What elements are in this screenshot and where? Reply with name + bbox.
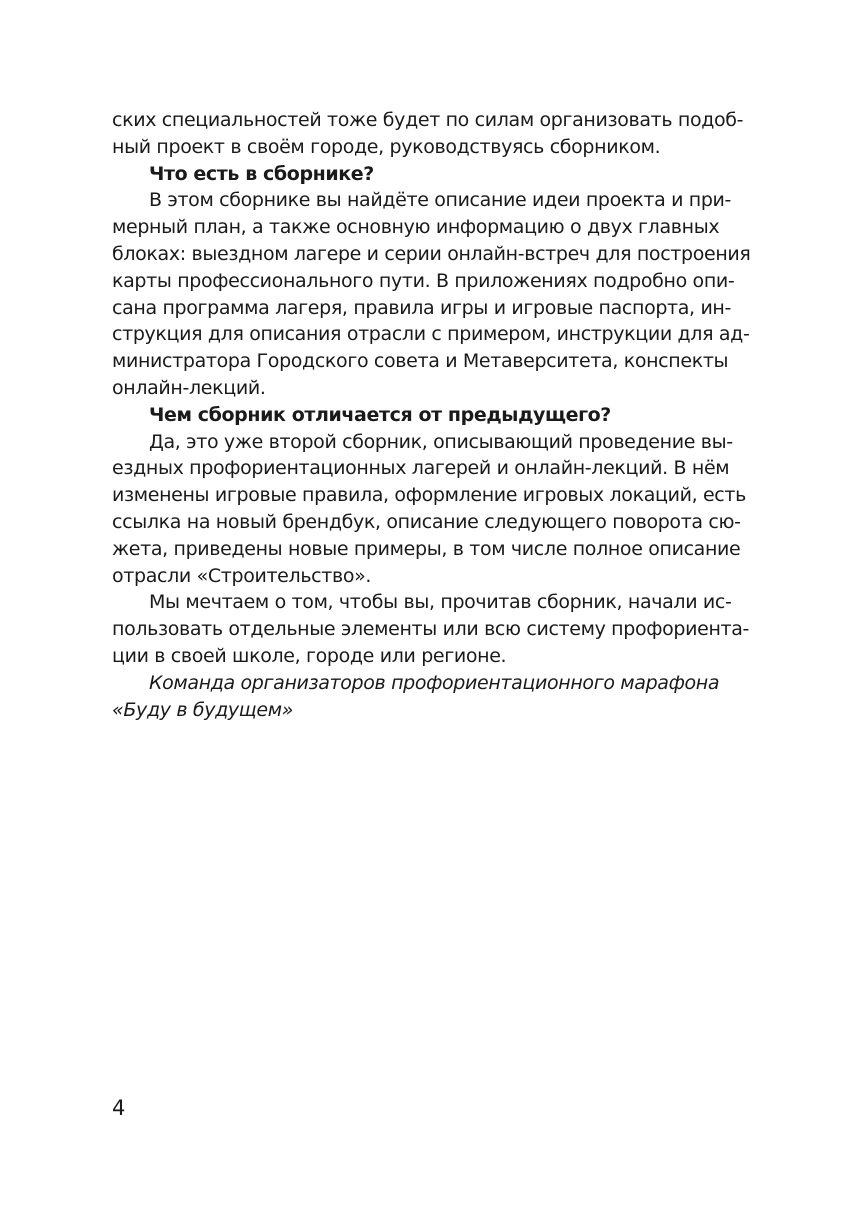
text-line: Мы мечтаем о том, чтобы вы, прочитав сборник, начали ис- [149,591,732,614]
text-line: жета, приведены новые примеры, в том числе полное описание [112,537,741,560]
text-line: блоках: выездном лагере и серии онлайн-встреч для построения [112,242,751,265]
text-line: ный проект в своём городе, руководствуясь сборником. [112,135,661,158]
section-heading: Что есть в сборнике? [149,162,374,185]
signature-line: Команда организаторов профориентационного марафона [149,671,720,694]
text-line: В этом сборнике вы найдёте описание идеи проекта и при- [149,189,732,212]
text-line: ссылка на новый брендбук, описание следующего поворота сю- [112,510,741,533]
body-text [112,107,751,723]
text-line: ездных профориентационных лагерей и онлайн-лекций. В нём [112,457,730,480]
text-line: пользовать отдельные элементы или всю систему профориента- [112,618,750,641]
text-line: министратора Городского совета и Метаверситета, конспекты [112,350,729,373]
text-line: ских специальностей тоже будет по силам организовать подоб- [112,109,744,131]
page-number: 4 [112,1096,126,1120]
text-line: мерный план, а также основную информацию о двух главных [112,216,720,239]
text-line: Да, это уже второй сборник, описывающий проведение вы- [149,430,733,453]
signature-line: «Буду в будущем» [112,698,294,721]
text-line: онлайн-лекций. [112,376,266,399]
section-heading: Чем сборник отличается от предыдущего? [149,403,611,426]
text-line: ции в своей школе, городе или регионе. [112,644,507,667]
text-line: отрасли «Строительство». [112,564,372,587]
text-line: сана программа лагеря, правила игры и игровые паспорта, ин- [112,296,732,319]
text-line: струкция для описания отрасли с примером, инструкции для ад- [112,323,750,346]
text-line: карты профессионального пути. В приложениях подробно опи- [112,269,735,292]
text-line: изменены игровые правила, оформление игровых локаций, есть [112,484,746,507]
